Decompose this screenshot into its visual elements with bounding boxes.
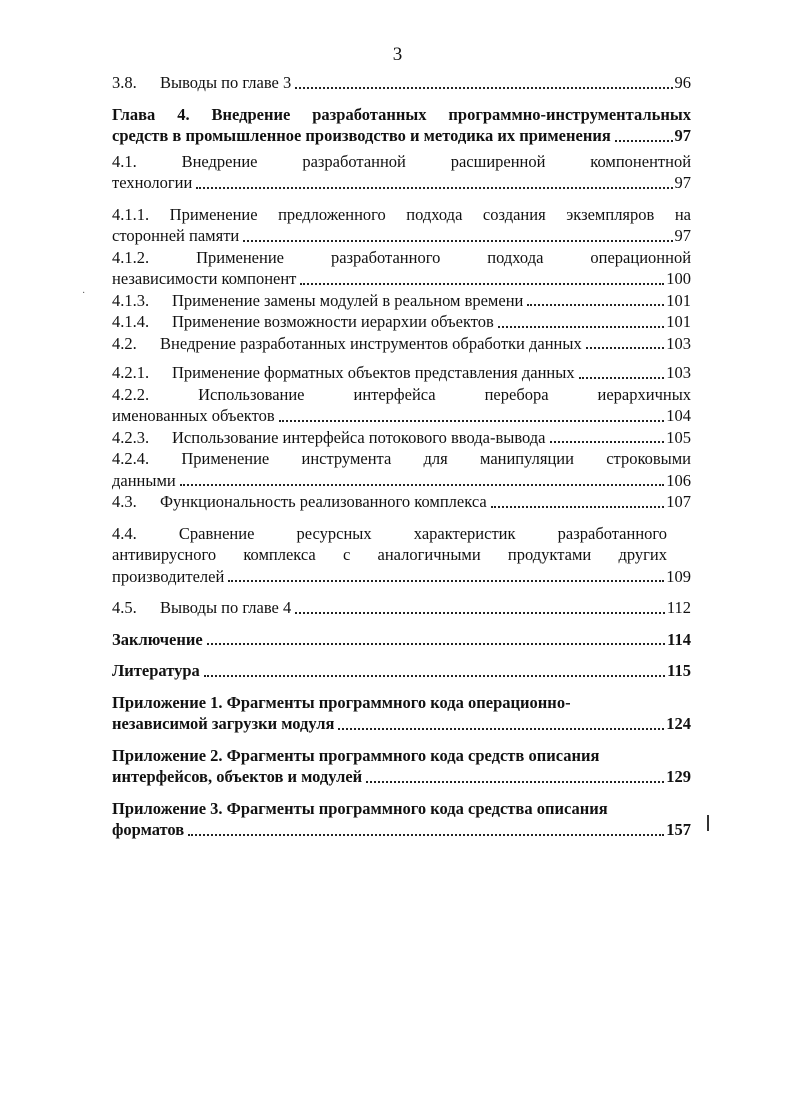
toc-page: 124	[666, 714, 691, 733]
scan-mark-bar	[707, 815, 709, 831]
dot-leader	[228, 580, 664, 582]
toc-appendix-3[interactable]: Приложение 3. Фрагменты программного кода средства описания форматов 157	[112, 798, 691, 839]
toc-page: 105	[666, 427, 691, 447]
toc-page: 115	[667, 661, 691, 680]
dot-leader	[586, 347, 665, 349]
dot-leader	[527, 304, 664, 306]
toc-page: 129	[666, 767, 691, 786]
toc-entry-4-1[interactable]: 4.1. Внедрение разработанной расширенной компонентной технологии 97	[112, 151, 692, 192]
dot-leader	[243, 240, 672, 242]
toc-page: 97	[674, 173, 691, 192]
toc-page: 109	[666, 566, 691, 586]
toc-entry-3-8[interactable]: 3.8. Выводы по главе 3 96	[112, 73, 691, 92]
toc-literature[interactable]: Литература 115	[112, 661, 691, 680]
toc-page: 157	[666, 820, 691, 839]
toc-page: 114	[667, 629, 691, 649]
toc-entry-4-5[interactable]: 4.5. Выводы по главе 4 112	[112, 598, 691, 617]
toc-entry-4-2[interactable]: 4.2. Внедрение разработанных инструментов обработки данных 103	[112, 333, 691, 353]
toc-entry-4-2-4[interactable]: 4.2.4. Применение инструмента для манипуляции строковыми данными 106	[112, 449, 692, 490]
dot-leader	[491, 506, 665, 508]
dot-leader	[300, 283, 664, 285]
toc-entry-4-1-1[interactable]: 4.1.1. Применение предложенного подхода создания экземпляров на сторонней памяти 97	[112, 204, 691, 245]
toc-page: 112	[666, 598, 691, 617]
dot-leader	[615, 140, 673, 142]
toc-appendix-2[interactable]: Приложение 2. Фрагменты программного кода средств описания интерфейсов, объектов и модулей 129	[112, 745, 691, 786]
toc-entry-4-3[interactable]: 4.3. Функциональность реализованного комплекса 107	[112, 492, 691, 511]
dot-leader	[207, 643, 665, 645]
dot-leader	[279, 420, 665, 422]
toc-page: 97	[674, 226, 691, 245]
toc-entry-4-4[interactable]: 4.4. Сравнение ресурсных характеристик разработанного антивирусного комплекса с аналогичными продуктами других производителей 109	[112, 523, 691, 586]
toc-entry-4-1-4[interactable]: 4.1.4. Применение возможности иерархии объектов 101	[112, 312, 691, 331]
dot-leader	[188, 834, 664, 836]
toc-page: 97	[674, 126, 691, 145]
toc-page: 104	[666, 406, 691, 425]
table-of-contents	[112, 72, 691, 841]
toc-page: 101	[666, 290, 691, 310]
toc-entry-4-2-3[interactable]: 4.2.3. Использование интерфейса потокового ввода-вывода 105	[112, 427, 691, 447]
toc-page: 107	[666, 492, 691, 511]
dot-leader	[295, 612, 665, 614]
toc-page: 103	[666, 363, 691, 382]
dot-leader	[180, 484, 665, 486]
toc-entry-4-1-3[interactable]: 4.1.3. Применение замены модулей в реальном времени 101	[112, 290, 691, 310]
dot-leader	[196, 187, 672, 189]
toc-page: 101	[666, 312, 691, 331]
toc-page: 106	[666, 470, 691, 490]
toc-chapter-4[interactable]: Глава 4. Внедрение разработанных программно-инструментальных средств в промышленное производство и методика их применения 97	[112, 104, 691, 145]
toc-page: 103	[666, 333, 691, 353]
dot-leader	[550, 441, 665, 443]
toc-entry-4-2-1[interactable]: 4.2.1. Применение форматных объектов представления данных 103	[112, 363, 691, 382]
dot-leader	[498, 326, 664, 328]
toc-entry-4-1-2[interactable]: 4.1.2. Применение разработанного подхода операционной независимости компонент 100	[112, 247, 692, 288]
toc-page: 96	[674, 73, 691, 92]
dot-leader	[366, 781, 664, 783]
page-number: 3	[392, 44, 403, 65]
dot-leader	[579, 377, 665, 379]
dot-leader	[204, 675, 665, 677]
toc-conclusion[interactable]: Заключение 114	[112, 629, 691, 649]
dot-leader	[295, 87, 672, 89]
toc-entry-4-2-2[interactable]: 4.2.2. Использование интерфейса перебора иерархичных именованных объектов 104	[112, 384, 692, 425]
dot-leader	[338, 728, 664, 730]
toc-page: 100	[666, 269, 691, 288]
scan-mark: ·	[82, 288, 86, 299]
toc-appendix-1[interactable]: Приложение 1. Фрагменты программного кода операционно- независимой загрузки модуля 124	[112, 692, 691, 733]
